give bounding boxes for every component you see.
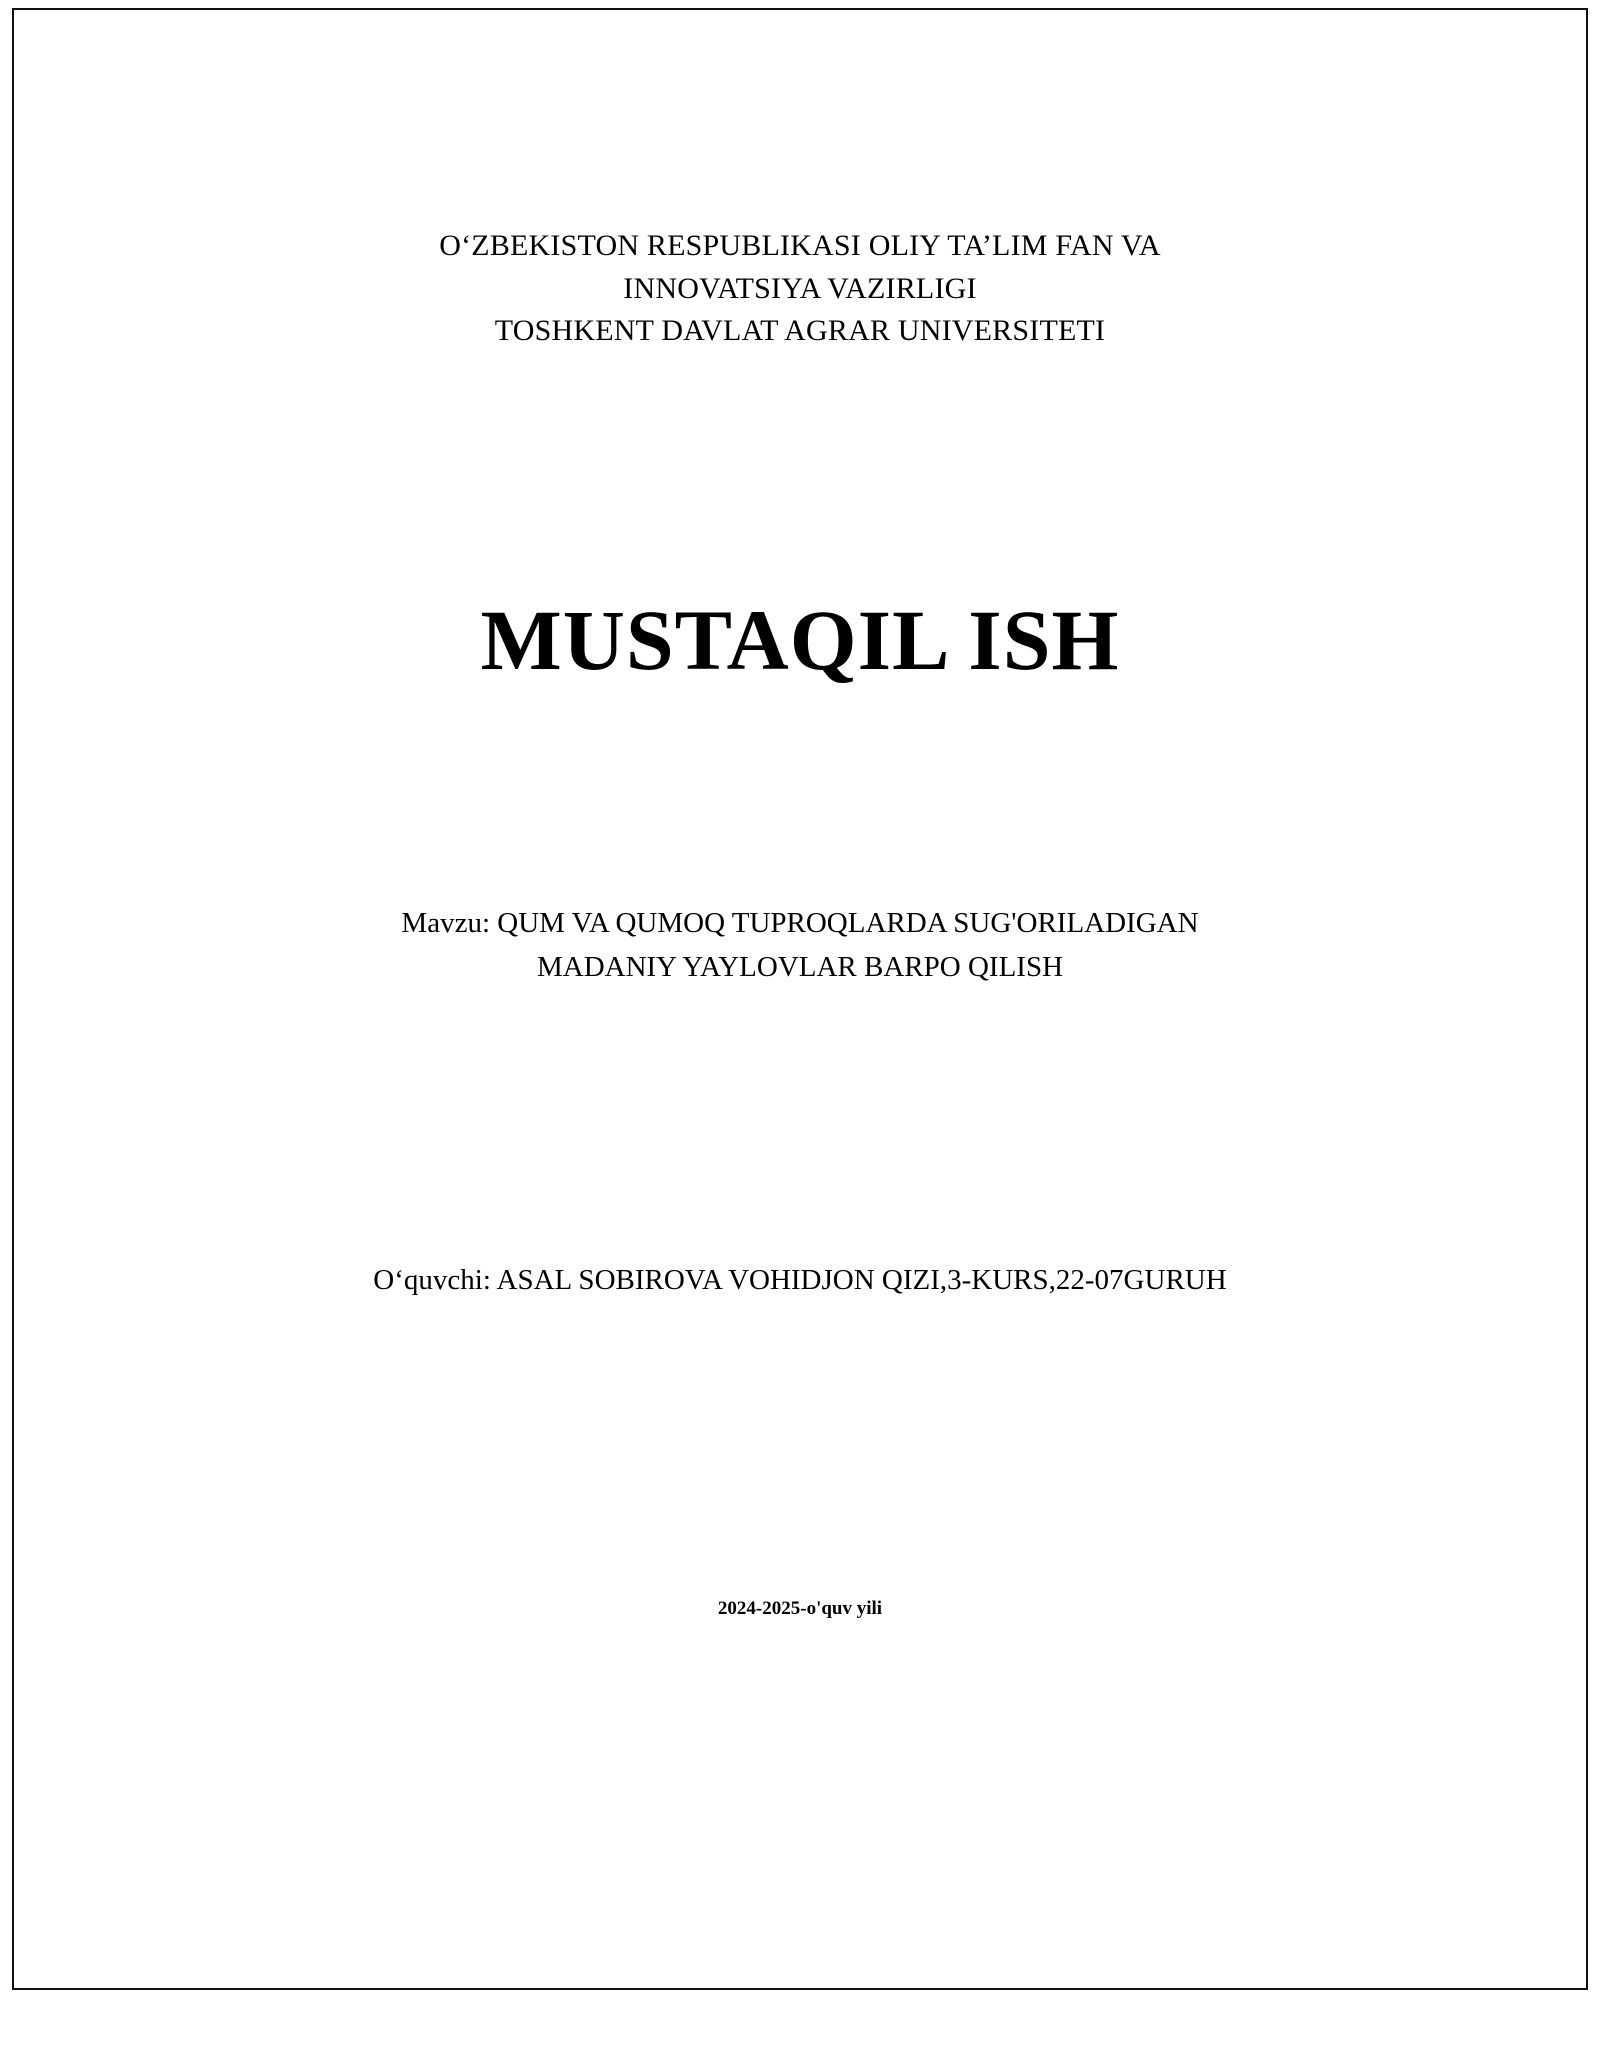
ministry-line-1: O‘ZBEKISTON RESPUBLIKASI OLIY TA’LIM FAN VA <box>439 229 1161 262</box>
academic-year-text: 2024-2025-o'quv yili <box>717 1597 883 1619</box>
student-line: O‘quvchi: ASAL SOBIROVA VOHIDJON QIZI,3-KURS,22-07GURUH <box>373 1264 1227 1297</box>
student-section <box>150 1259 1450 1303</box>
university-line: TOSHKENT DAVLAT AGRAR UNIVERSITETI <box>494 314 1106 348</box>
institution-header <box>150 225 1450 353</box>
document-title-text: MUSTAQIL ISH <box>480 591 1120 688</box>
subject-line-1: Mavzu: QUM VA QUMOQ TUPROQLARDA SUG'ORILADIGAN <box>401 907 1199 940</box>
academic-year <box>150 1598 1450 1620</box>
subject-section <box>150 902 1450 989</box>
page-title <box>150 593 1450 688</box>
ministry-line-2: INNOVATSIYA VAZIRLIGI <box>623 271 977 305</box>
subject-line-2: MADANIY YAYLOVLAR BARPO QILISH <box>536 950 1064 983</box>
